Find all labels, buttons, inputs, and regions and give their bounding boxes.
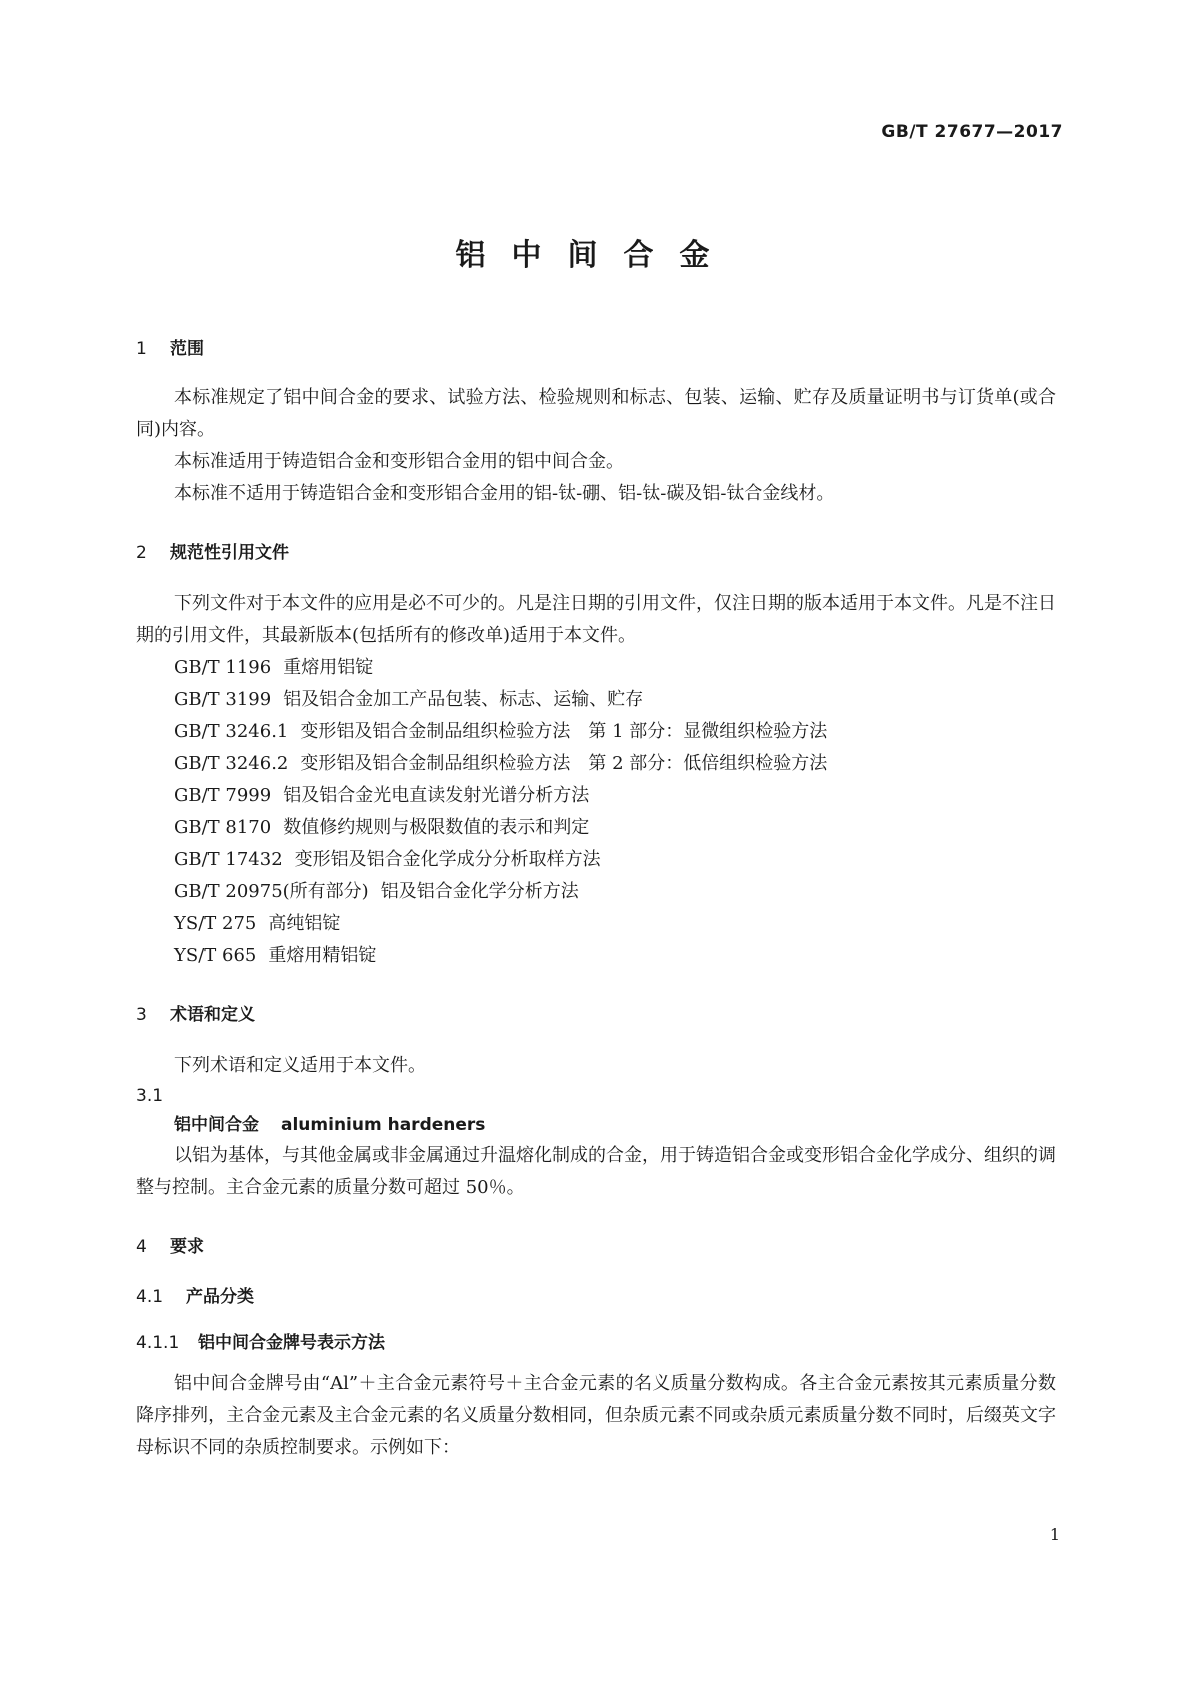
reference-item [136, 812, 1056, 844]
term-entry [136, 1110, 1056, 1140]
ref-code: GB/T 3199 [174, 689, 272, 710]
paragraph: 本标准适用于铸造铝合金和变形铝合金用的铝中间合金。 [174, 451, 624, 472]
reference-item [136, 844, 1056, 876]
ref-name: 数值修约规则与极限数值的表示和判定 [283, 817, 590, 838]
term-english: aluminium hardeners [281, 1115, 486, 1135]
ref-name: 铝及铝合金光电直读发射光谱分析方法 [283, 785, 590, 806]
ref-code: GB/T 1196 [174, 657, 272, 678]
page-number: 1 [1049, 1525, 1060, 1544]
section-3-heading [136, 1004, 1056, 1026]
ref-name: 变形铝及铝合金化学成分分析取样方法 [294, 849, 601, 870]
ref-code: GB/T 17432 [174, 849, 283, 870]
ref-code: GB/T 3246.1 [174, 721, 289, 742]
section-4-heading [136, 1236, 1056, 1258]
section-1-heading [136, 338, 1056, 360]
ref-code: YS/T 665 [174, 945, 257, 966]
section-number: 2 [136, 543, 147, 563]
reference-list [136, 652, 1056, 972]
reference-item [136, 876, 1056, 908]
section-2-heading [136, 542, 1056, 564]
section-title: 产品分类 [186, 1287, 254, 1307]
reference-item [136, 716, 1056, 748]
ref-name: 变形铝及铝合金制品组织检验方法 第 1 部分：显微组织检验方法 [300, 721, 828, 742]
reference-item [136, 652, 1056, 684]
ref-name: 重熔用铝锭 [283, 657, 374, 678]
section-title: 范围 [170, 339, 204, 359]
section-number: 4.1.1 [136, 1333, 180, 1353]
section-title: 铝中间合金牌号表示方法 [198, 1333, 385, 1353]
section-title: 术语和定义 [170, 1005, 255, 1025]
reference-item [136, 908, 1056, 940]
document-title: 铝中间合金 [455, 238, 736, 273]
section-4-1-1-heading [136, 1332, 1056, 1354]
section-4-1-heading [136, 1286, 1056, 1308]
standard-code: GB/T 27677—2017 [881, 122, 1063, 142]
ref-name: 铝及铝合金化学分析方法 [380, 881, 579, 902]
ref-name: 铝及铝合金加工产品包装、标志、运输、贮存 [283, 689, 644, 710]
reference-item [136, 748, 1056, 780]
ref-code: GB/T 3246.2 [174, 753, 289, 774]
term-chinese: 铝中间合金 [174, 1115, 259, 1135]
section-number: 1 [136, 339, 147, 359]
paragraph: 下列文件对于本文件的应用是必不可少的。凡是注日期的引用文件，仅注日期的版本适用于本文件。凡是不注日期的引用文件，其最新版本(包括所有的修改单)适用于本文件。 [136, 593, 1056, 646]
ref-code: GB/T 8170 [174, 817, 272, 838]
document-body [136, 338, 1056, 1464]
ref-name: 高纯铝锭 [268, 913, 341, 934]
ref-code: GB/T 7999 [174, 785, 272, 806]
section-number: 4 [136, 1237, 147, 1257]
reference-item [136, 684, 1056, 716]
section-title: 规范性引用文件 [170, 543, 289, 563]
section-title: 要求 [170, 1237, 204, 1257]
paragraph: 本标准不适用于铸造铝合金和变形铝合金用的铝-钛-硼、铝-钛-碳及铝-钛合金线材。 [174, 483, 835, 504]
section-number: 4.1 [136, 1287, 164, 1307]
paragraph: 铝中间合金牌号由“Al”＋主合金元素符号＋主合金元素的名义质量分数构成。各主合金元素按其元素质量分数降序排列，主合金元素及主合金元素的名义质量分数相同，但杂质元素不同或杂质元素质量分数不同时，后缀英文字母标识不同的杂质控制要求。示例如下： [136, 1373, 1056, 1458]
ref-name: 变形铝及铝合金制品组织检验方法 第 2 部分：低倍组织检验方法 [300, 753, 828, 774]
paragraph: 下列术语和定义适用于本文件。 [174, 1055, 426, 1076]
ref-code: GB/T 20975(所有部分) [174, 881, 369, 902]
reference-item [136, 940, 1056, 972]
term-number: 3.1 [136, 1086, 164, 1106]
ref-code: YS/T 275 [174, 913, 257, 934]
section-number: 3 [136, 1005, 147, 1025]
paragraph: 本标准规定了铝中间合金的要求、试验方法、检验规则和标志、包装、运输、贮存及质量证明书与订货单(或合同)内容。 [136, 387, 1056, 440]
reference-item [136, 780, 1056, 812]
term-definition: 以铝为基体，与其他金属或非金属通过升温熔化制成的合金，用于铸造铝合金或变形铝合金化学成分、组织的调整与控制。主合金元素的质量分数可超过 50％。 [136, 1145, 1056, 1198]
ref-name: 重熔用精铝锭 [268, 945, 377, 966]
